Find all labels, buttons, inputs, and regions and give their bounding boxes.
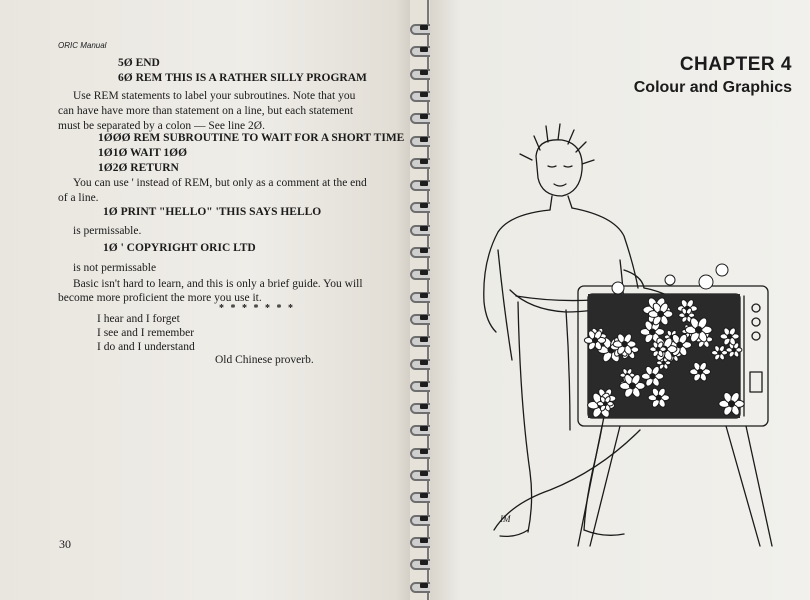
code-line: 6Ø REM THIS IS A RATHER SILLY PROGRAM (118, 72, 367, 84)
flower-icon (612, 282, 624, 294)
artist-signature: IM (500, 514, 511, 524)
chapter-title: Colour and Graphics (633, 79, 792, 96)
code-line: 1Ø ' COPYRIGHT ORIC LTD (103, 242, 256, 254)
paragraph-line: of a line. (58, 192, 99, 204)
paragraph-line: must be separated by a colon — See line 2Ø. (58, 120, 265, 132)
proverb-attribution: Old Chinese proverb. (215, 354, 314, 366)
paragraph-line: Use REM statements to label your subroutines. Note that you (73, 90, 356, 102)
paragraph-line: You can use ' instead of REM, but only as a comment at the end (73, 177, 367, 189)
chapter-number: CHAPTER 4 (679, 54, 792, 75)
section-divider: * * * * * * * (219, 303, 295, 314)
code-line: 5Ø END (118, 57, 160, 69)
paragraph-line: become more proficient the more you use it. (58, 292, 262, 304)
page-number: 30 (59, 537, 71, 551)
paragraph-line: can have have more than statement on a line, but each statement (58, 105, 354, 117)
code-line: 1ØØØ REM SUBROUTINE TO WAIT FOR A SHORT TIME (98, 132, 405, 144)
paragraph-line: is permissable. (73, 225, 142, 237)
code-line: 1Ø2Ø RETURN (98, 162, 179, 174)
flower-icon (665, 275, 675, 285)
man-with-flower-tv-illustration (470, 110, 790, 560)
code-line: 1Ø PRINT "HELLO" 'THIS SAYS HELLO (103, 206, 322, 218)
poem-line: I see and I remember (97, 327, 195, 339)
poem-line: I do and I understand (97, 341, 195, 353)
paragraph-line: is not permissable (73, 262, 157, 274)
poem-line: I hear and I forget (97, 313, 180, 325)
code-line: 1Ø1Ø WAIT 1ØØ (98, 147, 188, 159)
running-head: ORIC Manual (58, 41, 107, 50)
flower-icon (716, 264, 728, 276)
flower-icon (699, 275, 713, 289)
paragraph-line: Basic isn't hard to learn, and this is only a brief guide. You will (73, 278, 363, 290)
